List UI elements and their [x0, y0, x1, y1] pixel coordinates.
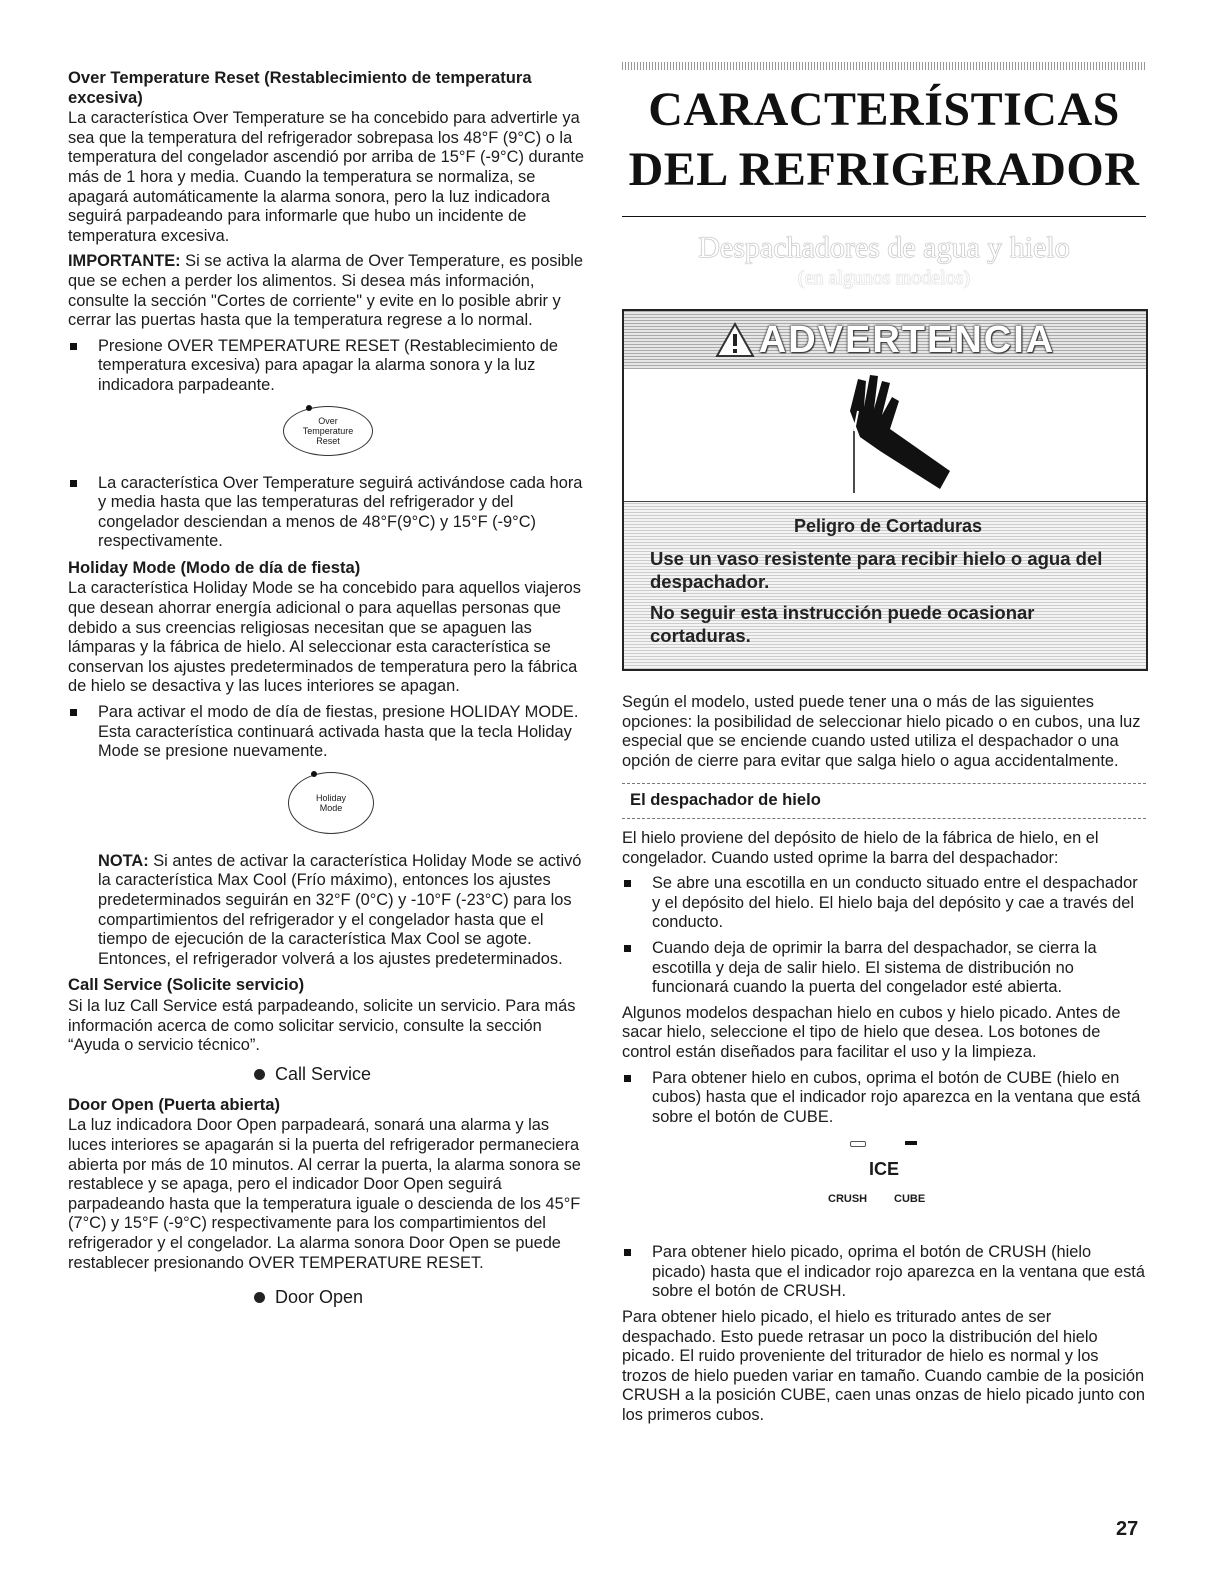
button-label-line: Reset — [316, 435, 340, 446]
door-open-indicator — [254, 1287, 588, 1308]
ice-paragraph-1: El hielo proviene del depósito de hielo de la fábrica de hielo, en el congelador. Cuando usted oprime la barra del despachador: — [622, 828, 1099, 867]
over-temp-bullet-2: La característica Over Temperature seguirá activándose cada hora y media hasta que las temperaturas del refrigerador y del congelador desciendan a menos de 48°F(9°C) y 15°F (-9°C) respectivamente. — [68, 474, 588, 552]
holiday-note — [68, 852, 588, 970]
indicator-dot-icon — [311, 771, 317, 777]
ice-dispenser-section-header — [622, 783, 1146, 819]
ice-list-1 — [622, 874, 1146, 998]
warning-body — [624, 502, 1146, 669]
warning-triangle-icon — [715, 322, 755, 358]
over-temp-paragraph: La característica Over Temperature se ha concebido para advertirle ya sea que la temperatura del refrigerador sobrepasa los 48°F (9°C) o la temperatura del congelador ascendió por arriba de 15°F (-9°C) durante más de 1 hora y media. Cuando la temperatura se normaliza, se apagará automáticamente la alarma sonora, pero la luz indicadora seguirá parpadeando para informarle que hubo un incidente de temperatura excesiva. — [68, 109, 585, 245]
door-open-heading: Door Open (Puerta abierta) — [68, 1094, 281, 1114]
holiday-paragraph: La característica Holiday Mode se ha concebido para aquellos viajeros que desean ahorrar energía adicional o para aquellas personas que debido a sus creencias religiosas necesitan que se apaguen las lámparas y la fábrica de hielo. Al seleccionar esta característica se conservan los ajustes predeterminados de temperatura pero la fábrica de hielo se desactiva y las luces interiores se apagan. — [68, 579, 581, 696]
holiday-bullet-1: Para activar el modo de día de fiestas, presione HOLIDAY MODE. Esta característica continuará activada hasta que la tecla Holiday Mode se presione nuevamente. — [68, 703, 588, 762]
indicator-light-icon — [254, 1292, 265, 1303]
over-temp-list-1 — [68, 337, 588, 396]
holiday-mode-button — [288, 772, 374, 834]
warning-image-area — [624, 369, 1146, 502]
over-temperature-reset-button — [283, 406, 373, 456]
cube-window-indicator — [905, 1141, 917, 1145]
note-label: NOTA: — [98, 851, 149, 870]
crush-window-indicator — [850, 1141, 866, 1147]
ice-list-2 — [622, 1069, 1146, 1128]
important-text: Si se activa la alarma de Over Temperature, es posible que se echen a perder los alimentos. Si desea más información, consulte la sección "Cortes de corriente" y evite en lo posible abrir y cerrar las puertas hasta que la temperatura regrese a lo normal. — [68, 252, 583, 330]
important-label: IMPORTANTE: — [68, 252, 181, 271]
button-label-line: Holiday — [315, 792, 346, 803]
ice-paragraph-3: Para obtener hielo picado, el hielo es triturado antes de ser despachado. Esto puede retrasar un poco la distribución del hielo picado. El ruido proveniente del triturador de hielo es normal y los trozos de hielo pueden variar en tamaño. Cuando cambie de la posición CRUSH a la posición CUBE, caen unas onzas de hielo picado junto con los primeros cubos. — [622, 1308, 1145, 1425]
ice-control-panel — [622, 1133, 1146, 1227]
ice-dispenser-heading: El despachador de hielo — [630, 790, 821, 810]
ice-bullet-3: Para obtener hielo en cubos, oprima el botón de CUBE (hielo en cubos) hasta que el indicador rojo aparezca en la ventana que está sobre el botón de CUBE. — [622, 1069, 1146, 1128]
call-service-indicator-label: Call Service — [275, 1063, 372, 1084]
door-open-paragraph: La luz indicadora Door Open parpadeará, sonará una alarma y las luces interiores se apagarán si la puerta del refrigerador permaneciera abierta por más de 10 minutos. Al cerrar la puerta, la alarma sonora se restablece y se apaga, pero el indicador Door Open seguirá parpadeando hasta que la temperatura iguale o descienda de los 45°F (7°C) y 15°F (-9°C) respectivamente para los compartimientos del refrigerador y el congelador. La alarma sonora Door Open se puede restablecer presionando OVER TEMPERATURE RESET. — [68, 1116, 581, 1272]
warning-box — [622, 309, 1148, 671]
call-service-paragraph: Si la luz Call Service está parpadeando, solicite un servicio. Para más información acerca de como solicitar servicio, consulte la sección “Ayuda o servicio técnico”. — [68, 996, 576, 1055]
warning-line-2: No seguir esta instrucción puede ocasionar cortaduras. — [650, 602, 1035, 646]
title-rule — [622, 216, 1146, 217]
warning-line-1: Use un vaso resistente para recibir hielo o agua del despachador. — [650, 548, 1103, 592]
top-stripe-divider — [622, 62, 1146, 70]
page-title-line-1: CARACTERÍSTICAS — [648, 83, 1120, 136]
ice-bullet-1: Se abre una escotilla en un conducto situado entre el despachador y el depósito del hielo. El hielo baja del depósito y cae a través del conducto. — [622, 874, 1146, 933]
indicator-light-icon — [254, 1069, 265, 1080]
ice-list-3 — [622, 1243, 1146, 1302]
page-number: 27 — [1116, 1518, 1139, 1540]
page-title-line-2: DEL REFRIGERADOR — [628, 143, 1140, 196]
ice-bullet-2: Cuando deja de oprimir la barra del despachador, se cierra la escotilla y deja de salir hielo. El sistema de distribución no funcionará cuando la puerta del congelador esté abierta. — [622, 939, 1146, 998]
over-temp-bullet-1: Presione OVER TEMPERATURE RESET (Restablecimiento de temperatura excesiva) para apagar la alarma sonora y la luz indicadora parpadeante. — [68, 337, 588, 396]
ice-paragraph-2: Algunos modelos despachan hielo en cubos y hielo picado. Antes de sacar hielo, seleccione el tipo de hielo que desea. Los botones de control están diseñados para facilitar el uso y la limpieza. — [622, 1003, 1121, 1061]
over-temp-important — [68, 252, 588, 330]
over-temp-heading: Over Temperature Reset (Restablecimiento de temperatura excesiva) — [68, 68, 532, 107]
right-column — [622, 62, 1146, 1432]
door-open-indicator-label: Door Open — [275, 1287, 364, 1308]
ice-bullet-4: Para obtener hielo picado, oprima el botón de CRUSH (hielo picado) hasta que el indicador rojo aparezca en la ventana que está sobre el botón de CRUSH. — [622, 1243, 1146, 1302]
call-service-heading: Call Service (Solicite servicio) — [68, 975, 305, 995]
warning-header-label: ADVERTENCIA — [758, 318, 1056, 361]
call-service-indicator — [254, 1064, 588, 1085]
over-temp-list-2 — [68, 474, 588, 552]
section-subtitle-note: (en algunos modelos) — [797, 267, 971, 289]
ice-panel-label: ICE — [868, 1159, 899, 1180]
left-column — [68, 62, 588, 1318]
holiday-heading: Holiday Mode (Modo de día de fiesta) — [68, 557, 361, 577]
indicator-dot-icon — [306, 405, 312, 411]
warning-header — [624, 311, 1146, 369]
button-label-line: Mode — [319, 802, 343, 813]
crush-button-label: CRUSH — [828, 1193, 868, 1206]
note-text: Si antes de activar la característica Holiday Mode se activó la característica Max Cool (Frío máximo), entonces los ajustes predeterminados seguirán en 32°F (0°C) y -10°F (-23°C) para los compartimientos del refrigerador y el congelador hasta que el tiempo de ejecución de la característica Max Cool se agote. Entonces, el refrigerador volverá a los ajustes predeterminados. — [98, 851, 582, 968]
cut-hand-icon — [810, 371, 970, 501]
dispenser-intro: Según el modelo, usted puede tener una o más de las siguientes opciones: la posibilidad de seleccionar hielo picado o en cubos, una luz especial que se enciende cuando usted utiliza el despachador o una opción de cierre para evitar que salga hielo o agua accidentalmente. — [622, 693, 1141, 770]
cube-button-label: CUBE — [894, 1193, 926, 1206]
button-label-line: Over — [318, 415, 338, 426]
holiday-list — [68, 703, 588, 762]
warning-title: Peligro de Cortaduras — [793, 516, 983, 536]
page-title — [622, 80, 1146, 200]
section-subtitle: Despachadores de agua y hielo — [698, 231, 1070, 264]
button-label-line: Temperature — [302, 425, 354, 436]
